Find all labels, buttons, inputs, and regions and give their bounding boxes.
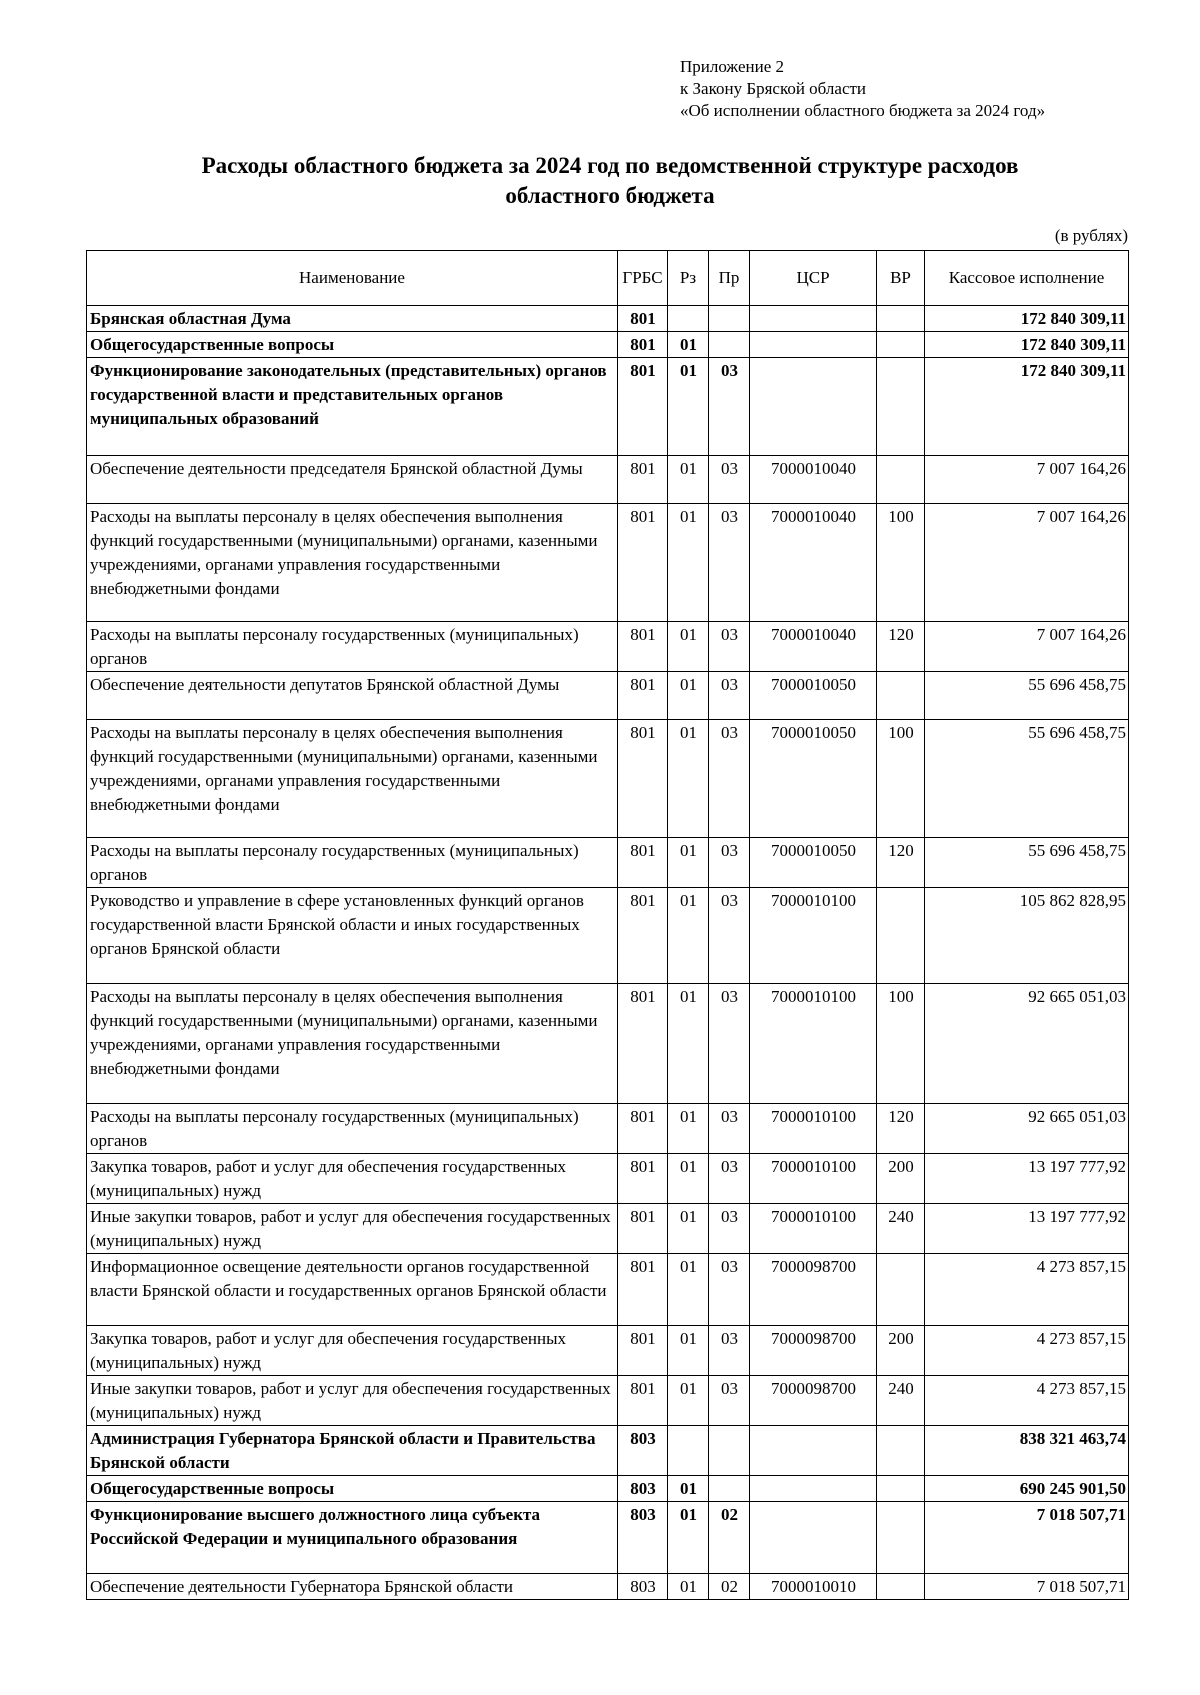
cell-pr [709,1476,750,1502]
cell-grbs: 803 [618,1426,668,1476]
cell-amount: 7 007 164,26 [925,504,1129,622]
cell-grbs: 801 [618,1154,668,1204]
cell-csr: 7000010040 [750,622,877,672]
table-row [87,838,1129,888]
cell-csr [750,306,877,332]
table-row [87,1476,1129,1502]
cell-vr [877,306,925,332]
cell-pr: 03 [709,720,750,838]
cell-pr: 03 [709,1326,750,1376]
cell-amount: 55 696 458,75 [925,838,1129,888]
table-row [87,1426,1129,1476]
cell-csr: 7000010100 [750,888,877,984]
budget-table [86,250,1129,1600]
table-row [87,332,1129,358]
cell-amount: 92 665 051,03 [925,1104,1129,1154]
cell-grbs: 801 [618,358,668,456]
cell-rz: 01 [668,838,709,888]
table-row [87,888,1129,984]
cell-amount: 172 840 309,11 [925,332,1129,358]
table-row [87,504,1129,622]
cell-csr: 7000010050 [750,720,877,838]
cell-rz: 01 [668,720,709,838]
cell-rz: 01 [668,1204,709,1254]
appendix-note [680,56,1045,122]
cell-name: Функционирование высшего должностного лица субъекта Российской Федерации и муниципального образования [87,1502,618,1574]
cell-grbs: 801 [618,306,668,332]
cell-vr [877,332,925,358]
page-title [90,151,1130,211]
cell-rz: 01 [668,1326,709,1376]
cell-pr: 03 [709,838,750,888]
cell-vr [877,1476,925,1502]
header-name: Наименование [87,251,618,306]
cell-pr: 02 [709,1502,750,1574]
title-line-1: Расходы областного бюджета за 2024 год по ведомственной структуре расходов [201,153,1019,178]
cell-csr [750,1476,877,1502]
table-row [87,1254,1129,1326]
cell-vr: 100 [877,984,925,1104]
cell-name: Обеспечение деятельности депутатов Брянской областной Думы [87,672,618,720]
cell-vr: 120 [877,838,925,888]
cell-name: Функционирование законодательных (представительных) органов государственной власти и представительных органов муниципальных образований [87,358,618,456]
cell-amount: 4 273 857,15 [925,1326,1129,1376]
cell-amount: 172 840 309,11 [925,358,1129,456]
cell-amount: 7 007 164,26 [925,622,1129,672]
cell-rz: 01 [668,456,709,504]
table-row [87,1204,1129,1254]
cell-vr: 120 [877,1104,925,1154]
cell-vr [877,672,925,720]
cell-vr: 200 [877,1154,925,1204]
cell-grbs: 801 [618,622,668,672]
cell-grbs: 803 [618,1476,668,1502]
cell-amount: 838 321 463,74 [925,1426,1129,1476]
table-row [87,720,1129,838]
cell-csr: 7000010100 [750,1154,877,1204]
table-row [87,306,1129,332]
cell-name: Расходы на выплаты персоналу в целях обеспечения выполнения функций государственными (муниципальными) органами, казенными учреждениями, органами управления государственными внебюджетными фондами [87,504,618,622]
cell-amount: 55 696 458,75 [925,720,1129,838]
cell-vr: 240 [877,1204,925,1254]
cell-rz: 01 [668,622,709,672]
header-rz: Рз [668,251,709,306]
cell-rz: 01 [668,1502,709,1574]
cell-pr: 02 [709,1574,750,1600]
cell-rz: 01 [668,672,709,720]
table-row [87,1574,1129,1600]
cell-rz: 01 [668,1154,709,1204]
cell-amount: 4 273 857,15 [925,1254,1129,1326]
cell-amount: 55 696 458,75 [925,672,1129,720]
cell-grbs: 801 [618,456,668,504]
cell-csr [750,1426,877,1476]
cell-name: Общегосударственные вопросы [87,1476,618,1502]
cell-grbs: 801 [618,1204,668,1254]
cell-name: Расходы на выплаты персоналу государственных (муниципальных) органов [87,1104,618,1154]
cell-name: Обеспечение деятельности Губернатора Брянской области [87,1574,618,1600]
appendix-line-3: «Об исполнении областного бюджета за 2024 год» [680,101,1046,120]
cell-pr [709,332,750,358]
cell-vr [877,888,925,984]
cell-pr: 03 [709,358,750,456]
cell-csr: 7000010040 [750,504,877,622]
cell-rz: 01 [668,504,709,622]
cell-amount: 7 018 507,71 [925,1574,1129,1600]
cell-vr: 240 [877,1376,925,1426]
cell-rz [668,1426,709,1476]
cell-name: Общегосударственные вопросы [87,332,618,358]
cell-pr: 03 [709,1254,750,1326]
cell-pr: 03 [709,622,750,672]
cell-csr: 7000010100 [750,1204,877,1254]
cell-rz: 01 [668,1104,709,1154]
cell-name: Иные закупки товаров, работ и услуг для обеспечения государственных (муниципальных) нужд [87,1376,618,1426]
cell-pr [709,306,750,332]
cell-rz: 01 [668,888,709,984]
table-row [87,1502,1129,1574]
cell-vr: 200 [877,1326,925,1376]
cell-vr [877,358,925,456]
table-row [87,358,1129,456]
cell-rz: 01 [668,1254,709,1326]
cell-pr [709,1426,750,1476]
cell-vr: 120 [877,622,925,672]
cell-csr [750,1502,877,1574]
cell-csr: 7000010010 [750,1574,877,1600]
cell-pr: 03 [709,1104,750,1154]
cell-grbs: 801 [618,984,668,1104]
cell-csr: 7000098700 [750,1326,877,1376]
cell-grbs: 801 [618,1104,668,1154]
cell-pr: 03 [709,1204,750,1254]
cell-name: Брянская областная Дума [87,306,618,332]
cell-amount: 92 665 051,03 [925,984,1129,1104]
cell-grbs: 801 [618,720,668,838]
cell-name: Расходы на выплаты персоналу в целях обеспечения выполнения функций государственными (муниципальными) органами, казенными учреждениями, органами управления государственными внебюджетными фондами [87,984,618,1104]
cell-name: Расходы на выплаты персоналу государственных (муниципальных) органов [87,622,618,672]
cell-rz: 01 [668,358,709,456]
cell-pr: 03 [709,984,750,1104]
table-body [87,306,1129,1600]
cell-amount: 690 245 901,50 [925,1476,1129,1502]
header-pr: Пр [709,251,750,306]
cell-amount: 105 862 828,95 [925,888,1129,984]
appendix-line-2: к Закону Бряской области [680,79,867,98]
cell-csr: 7000010100 [750,984,877,1104]
table-row [87,622,1129,672]
cell-pr: 03 [709,456,750,504]
table-header-row [87,251,1129,306]
cell-vr [877,1502,925,1574]
cell-rz: 01 [668,332,709,358]
cell-grbs: 801 [618,672,668,720]
cell-name: Информационное освещение деятельности органов государственной власти Брянской области и государственных органов Брянской области [87,1254,618,1326]
cell-grbs: 801 [618,888,668,984]
cell-grbs: 801 [618,332,668,358]
cell-pr: 03 [709,1376,750,1426]
cell-amount: 13 197 777,92 [925,1204,1129,1254]
cell-csr: 7000010100 [750,1104,877,1154]
cell-name: Руководство и управление в сфере установленных функций органов государственной власти Брянской области и иных государственных органов Брянской области [87,888,618,984]
cell-csr: 7000098700 [750,1254,877,1326]
cell-pr: 03 [709,672,750,720]
cell-grbs: 803 [618,1574,668,1600]
header-grbs: ГРБС [618,251,668,306]
cell-vr: 100 [877,504,925,622]
cell-csr: 7000098700 [750,1376,877,1426]
cell-grbs: 801 [618,838,668,888]
cell-amount: 13 197 777,92 [925,1154,1129,1204]
cell-rz: 01 [668,1376,709,1426]
cell-pr: 03 [709,504,750,622]
cell-name: Закупка товаров, работ и услуг для обеспечения государственных (муниципальных) нужд [87,1326,618,1376]
cell-csr: 7000010040 [750,456,877,504]
appendix-line-1: Приложение 2 [680,57,784,76]
cell-vr [877,1574,925,1600]
cell-name: Иные закупки товаров, работ и услуг для обеспечения государственных (муниципальных) нужд [87,1204,618,1254]
cell-amount: 7 007 164,26 [925,456,1129,504]
cell-amount: 7 018 507,71 [925,1502,1129,1574]
cell-rz: 01 [668,1574,709,1600]
cell-grbs: 801 [618,1254,668,1326]
cell-vr [877,1426,925,1476]
header-csr: ЦСР [750,251,877,306]
header-vr: ВР [877,251,925,306]
cell-csr [750,358,877,456]
table-row [87,672,1129,720]
cell-vr [877,456,925,504]
cell-rz [668,306,709,332]
table-row [87,1104,1129,1154]
cell-grbs: 801 [618,1326,668,1376]
cell-name: Обеспечение деятельности председателя Брянской областной Думы [87,456,618,504]
table-row [87,456,1129,504]
cell-csr: 7000010050 [750,672,877,720]
table-row [87,984,1129,1104]
cell-name: Расходы на выплаты персоналу государственных (муниципальных) органов [87,838,618,888]
header-amount: Кассовое исполнение [925,251,1129,306]
cell-rz: 01 [668,984,709,1104]
table-row [87,1326,1129,1376]
cell-pr: 03 [709,1154,750,1204]
cell-grbs: 801 [618,504,668,622]
table-row [87,1154,1129,1204]
units-label: (в рублях) [1054,226,1128,245]
cell-vr: 100 [877,720,925,838]
cell-vr [877,1254,925,1326]
cell-name: Расходы на выплаты персоналу в целях обеспечения выполнения функций государственными (муниципальными) органами, казенными учреждениями, органами управления государственными внебюджетными фондами [87,720,618,838]
cell-rz: 01 [668,1476,709,1502]
cell-name: Администрация Губернатора Брянской области и Правительства Брянской области [87,1426,618,1476]
cell-amount: 4 273 857,15 [925,1376,1129,1426]
table-row [87,1376,1129,1426]
cell-csr [750,332,877,358]
cell-pr: 03 [709,888,750,984]
title-line-2: областного бюджета [505,183,715,208]
cell-grbs: 801 [618,1376,668,1426]
cell-csr: 7000010050 [750,838,877,888]
cell-grbs: 803 [618,1502,668,1574]
cell-name: Закупка товаров, работ и услуг для обеспечения государственных (муниципальных) нужд [87,1154,618,1204]
cell-amount: 172 840 309,11 [925,306,1129,332]
